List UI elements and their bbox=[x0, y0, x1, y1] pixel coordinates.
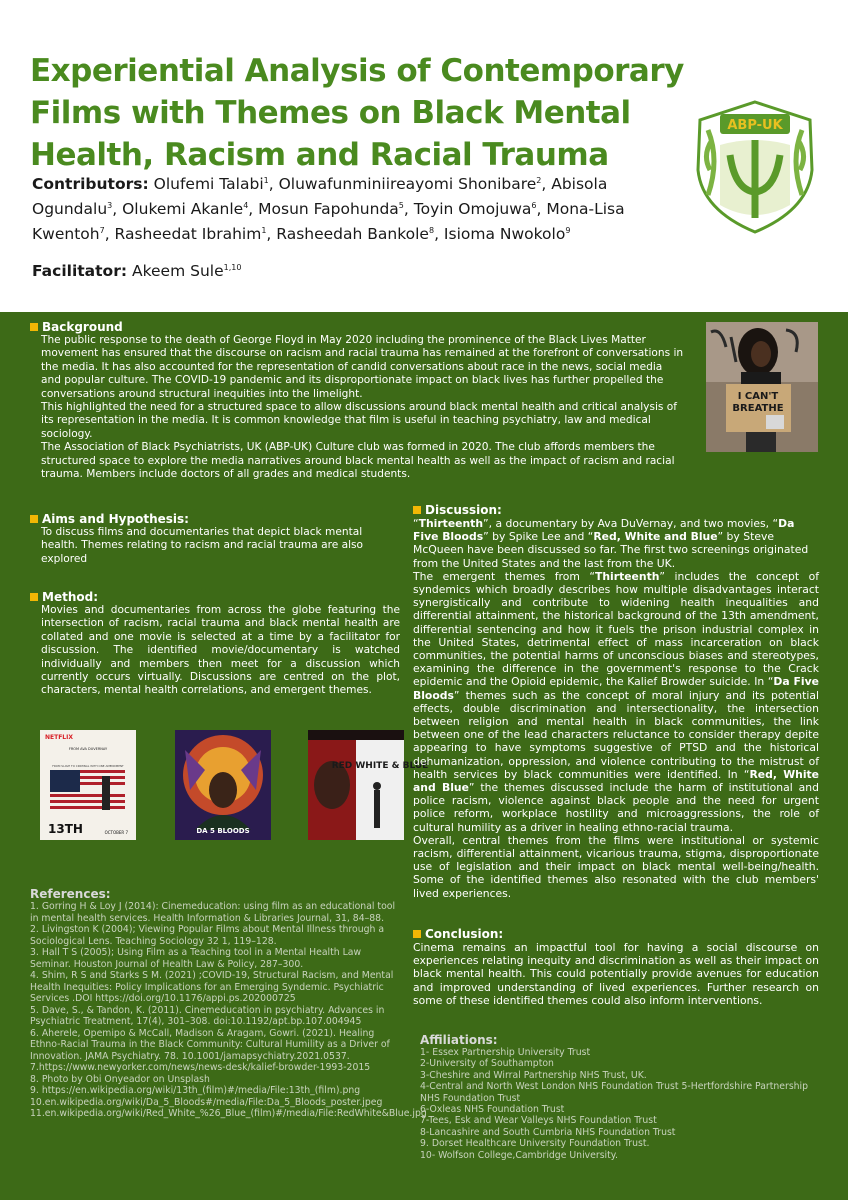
facilitator bbox=[32, 262, 241, 280]
reference-item: 11.en.wikipedia.org/wiki/Red_White_%26_Blue_(film)#/media/File:RedWhite&Blue.jpg bbox=[30, 1108, 427, 1119]
bullet-icon bbox=[30, 593, 38, 601]
method-heading: Method: bbox=[30, 590, 400, 604]
affiliation-item: 3-Cheshire and Wirral Partnership NHS Trust, UK. bbox=[420, 1069, 647, 1081]
aims-heading: Aims and Hypothesis: bbox=[30, 512, 400, 526]
bullet-icon bbox=[30, 515, 38, 523]
affiliations-heading: Affiliations: bbox=[420, 1033, 498, 1047]
facilitator-sup: 1,10 bbox=[223, 262, 242, 272]
facilitator-name: Akeem Sule bbox=[131, 262, 224, 280]
bullet-icon bbox=[413, 930, 421, 938]
affiliation-item: 6-Oxleas NHS Foundation Trust bbox=[420, 1104, 565, 1116]
poster-red-white-blue bbox=[308, 730, 429, 840]
affiliations-section bbox=[420, 1033, 820, 1161]
poster-title: 13TH bbox=[48, 822, 83, 836]
reference-item: 6. Aherele, Opemipo & McCall, Madison & Aragam, Gowri. (2021). Healing Ethno-Racial Trauma in the Black Community: Cultural Humility as a Driver of Innovation. JAMA Psychiatry. 78. 10.1001/jamapsychiatry.2021.0537. bbox=[30, 1027, 390, 1062]
method-section bbox=[30, 590, 400, 698]
discussion-section bbox=[413, 503, 819, 900]
background-heading: Background bbox=[30, 320, 685, 334]
contributor: Isioma Nwokolo$^9$ bbox=[443, 225, 571, 244]
background-paragraph: This highlighted the need for a structured space to allow discussions around black mental health and critical analysis of its representation in the media. It is common knowledge that film is useful in teaching psychiatry, law and medical sociology. bbox=[41, 401, 678, 440]
facilitator-label: Facilitator: bbox=[32, 262, 128, 280]
bullet-icon bbox=[30, 323, 38, 331]
contributor: Mosun Fapohunda$^5$, bbox=[258, 200, 414, 219]
aims-text: To discuss films and documentaries that depict black mental health. Themes relating to racism and racial trauma are also explored bbox=[41, 526, 364, 565]
reference-item: 7.https://www.newyorker.com/news/news-desk/kalief-browder-1993-2015 bbox=[30, 1062, 371, 1073]
poster-title: DA 5 BLOODS bbox=[196, 827, 250, 835]
method-text: Movies and documentaries from across the globe featuring the intersection of racism, racial trauma and black mental health are collated and one movie is selected at a time by a facilitator for discussion. The identified movie/documentary is watched individually and members then meet for a discussion which currently occurs virtually. Discussions are centred on the plot, characters, mental health correlations, and emergent themes. bbox=[41, 604, 400, 697]
conclusion-text: Cinema remains an impactful tool for having a social discourse on experiences relating inequity and discrimination as well as their impact on black mental health. This could potentially provide avenues for education and improved understanding of lived experiences. Further research on some of these identified themes could also inform interventions. bbox=[413, 941, 819, 1007]
discussion-paragraph: The emergent themes from “Thirteenth” includes the concept of syndemics which broadly describes how multiple disadvantages interact synergistically and contribute to widening health inequalities and differential attainment, the historical background of the 13th amendment, differential sentencing and how it fuels the prison industrial complex in the United States, detrimental effect of mass incarceration on black communities, the potential harms of unconscious biases and stereotypes, examining the difference in the government's response to the Crack epidemic and the Opioid epidemic, the Kalief Browder suicide. In “Da Five Bloods” themes such as the concept of moral injury and its potential effects, double discrimination and intersectionality, the intersection between religion and mental health in black communities, the link between one of the lead characters reluctance to consider therapy depite appearing to have symptoms suggestive of PTSD and the historical dehumanization, oppression, and violence contributing to the mistrust of health services by black communities were identified. In “Red, White and Blue” the themes discussed include the harm of institutional and police racism, violence against black people and the need for urgent police reform, workplace hostility and microaggressions, the role of cultural humility as a driver in healing ethno-racial trauma. bbox=[413, 569, 819, 834]
discussion-paragraph: Overall, central themes from the films were institutional or systemic racism, differential attainment, vicarious trauma, stigma, disproportionate use of legislation and their impact on black mental well-being/health. Some of the identified themes also resonated with the club members' lived experiences. bbox=[413, 833, 819, 900]
poster-date: OCTOBER 7 bbox=[104, 830, 128, 835]
affiliation-item: 7-Tees, Esk and Wear Valleys NHS Foundation Trust bbox=[420, 1115, 657, 1127]
contributors bbox=[32, 170, 682, 245]
reference-item: 3. Hall T S (2005); Using Film as a Teaching tool in a Mental Health Law Seminar. Houston Journal of Health Law & Policy, 287–300. bbox=[30, 947, 362, 970]
poster-tagline: FROM SLAVE TO CRIMINAL WITH ONE AMENDMENT bbox=[52, 764, 124, 768]
logo-text: ABP-UK bbox=[727, 118, 783, 133]
contributor: Rasheedah Bankole$^8$, bbox=[276, 225, 444, 244]
reference-item: 9. https://en.wikipedia.org/wiki/13th_(film)#/media/File:13th_(film).png bbox=[30, 1085, 361, 1096]
reference-item: 10.en.wikipedia.org/wiki/Da_5_Bloods#/media/File:Da_5_Bloods_poster.jpeg bbox=[30, 1096, 383, 1108]
discussion-heading: Discussion: bbox=[413, 503, 819, 517]
reference-item: 4. Shim, R S and Starks S M. (2021) ;COVID-19, Structural Racism, and Mental Health Inequities: Policy Implications for an Emerging Syndemic. Psychiatric Services .DOI https://doi.org/10.1176/appi.ps.202000725 bbox=[30, 970, 394, 1004]
contributor: Olukemi Akanle$^4$, bbox=[122, 200, 259, 219]
poster-header bbox=[0, 0, 848, 312]
reference-item: 5. Dave, S., & Tandon, K. (2011). Cinemeducation in psychiatry. Advances in Psychiatric Treatment, 17(4), 301–308. doi:10.1192/apt.bp.107.004945 bbox=[30, 1004, 385, 1027]
affiliation-item: 10- Wolfson College,Cambridge University. bbox=[420, 1149, 618, 1161]
protest-photo bbox=[706, 322, 818, 452]
poster-da-5-bloods bbox=[175, 730, 271, 840]
background-paragraph: The Association of Black Psychiatrists, UK (ABP-UK) Culture club was formed in 2020. The club affords members the structured space to explore the media narratives around black mental health as well as the impact of racism and racial trauma. Members include doctors of all grades and medical students. bbox=[41, 441, 675, 481]
contributor: Rasheedat Ibrahim$^1$, bbox=[114, 225, 277, 244]
abp-uk-logo bbox=[690, 100, 820, 235]
contributors-label: Contributors: bbox=[32, 175, 149, 194]
affiliation-item: 2-University of Southampton bbox=[420, 1058, 554, 1070]
affiliation-item: 8-Lancashire and South Cumbria NHS Foundation Trust bbox=[420, 1126, 676, 1138]
background-paragraph: The public response to the death of George Floyd in May 2020 including the prominence of the Black Lives Matter movement has ensured that the discourse on racism and racial trauma has remained at the forefront of conversations in the media. It has also accounted for the representation of candid conversations about race in the news, social media and popular culture. The COVID-19 pandemic and its disproportionate impact on black lives has further propelled the conversations around structural inequities into the limelight. bbox=[41, 334, 684, 400]
reference-item: 8. Photo by Obi Onyeador on Unsplash bbox=[30, 1073, 210, 1085]
affiliation-item: 9. Dorset Healthcare University Foundation Trust. bbox=[420, 1138, 650, 1150]
poster-brand: NETFLIX bbox=[45, 734, 73, 741]
references-heading: References: bbox=[30, 887, 111, 901]
conclusion-section bbox=[413, 927, 819, 1007]
contributor: Oluwafunminiireayomi Shonibare$^2$, bbox=[278, 175, 552, 194]
affiliation-item: 1- Essex Partnership University Trust bbox=[420, 1047, 591, 1058]
affiliation-item: 4-Central and North West London NHS Foundation Trust 5-Hertfordshire Partnership NHS Foundation Trust bbox=[420, 1081, 809, 1104]
contributor: Mona-Lisa Kwentoh$^7$, bbox=[32, 200, 625, 244]
contributor: Abisola Ogundalu$^3$, bbox=[32, 175, 608, 219]
aims-section bbox=[30, 512, 400, 566]
sign-line: BREATHE bbox=[732, 403, 784, 414]
sign-line: I CAN'T bbox=[737, 391, 779, 402]
bullet-icon bbox=[413, 506, 421, 514]
poster-title: Experiential Analysis of Contemporary Films with Themes on Black Mental Health, Racism and Racial Trauma bbox=[30, 53, 684, 173]
background-section bbox=[30, 320, 685, 481]
reference-item: 1. Gorring H & Loy J (2014): Cinemeducation: using film as an educational tool in mental health services. Health Information & Libraries Journal, 31, 84–88. bbox=[30, 901, 396, 924]
poster-title: RED WHITE & BLUE bbox=[331, 761, 429, 771]
poster-13th bbox=[40, 730, 136, 840]
discussion-paragraph: “Thirteenth”, a documentary by Ava DuVernay, and two movies, “Da Five Bloods” by Spike Lee and “Red, White and Blue” by Steve McQueen have been discussed so far. The first two screenings originated from the United States and the last from the UK. bbox=[413, 517, 809, 570]
reference-item: 2. Livingston K (2004); Viewing Popular Films about Mental Illness through a Sociological Lens. Teaching Sociology 32 1, 119–128. bbox=[30, 924, 385, 947]
contributor: Olufemi Talabi$^1$, bbox=[153, 175, 279, 194]
references-section bbox=[30, 887, 427, 1120]
poster-credit: FROM AVA DUVERNAY bbox=[68, 747, 108, 751]
conclusion-heading: Conclusion: bbox=[413, 927, 819, 941]
contributor: Toyin Omojuwa$^6$, bbox=[413, 200, 547, 219]
